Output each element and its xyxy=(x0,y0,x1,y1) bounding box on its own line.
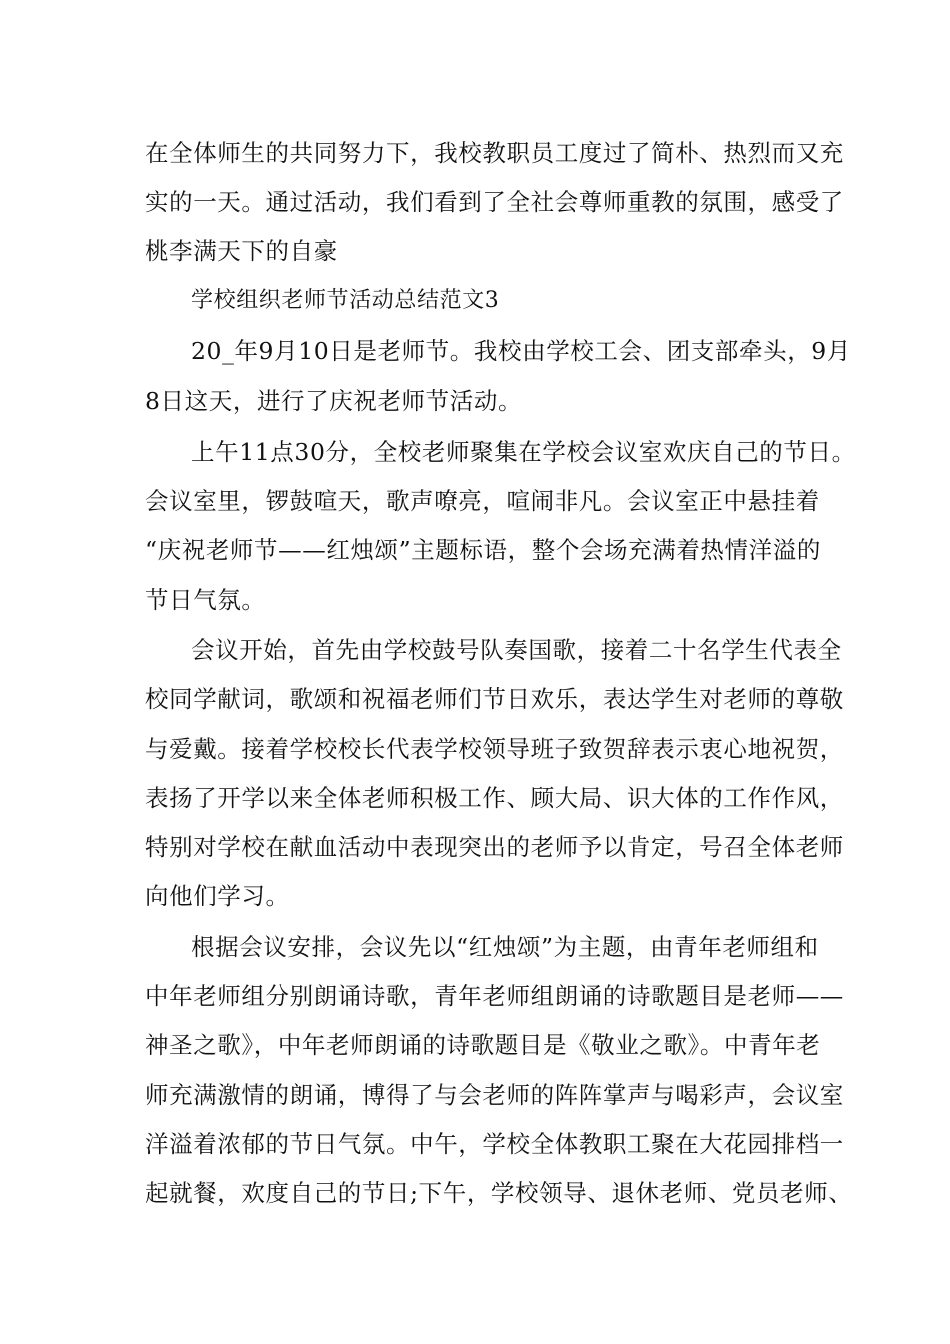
paragraph-line: 上午11点30分，全校老师聚集在学校会议室欢庆自己的节日。 xyxy=(191,438,856,466)
paragraph-line: 与爱戴。接着学校校长代表学校领导班子致贺辞表示衷心地祝贺， xyxy=(145,735,844,763)
paragraph-line: 洋溢着浓郁的节日气氛。中午，学校全体教职工聚在大花园排档一 xyxy=(145,1130,844,1158)
paragraph-line: 中年老师组分别朗诵诗歌，青年老师组朗诵的诗歌题目是老师—— xyxy=(145,982,844,1010)
paragraph-line: 在全体师生的共同努力下，我校教职员工度过了简朴、热烈而又充 xyxy=(145,139,844,167)
paragraph-line: 起就餐，欢度自己的节日;下午，学校领导、退休老师、党员老师、 xyxy=(145,1179,853,1207)
section-heading: 学校组织老师节活动总结范文3 xyxy=(191,288,500,313)
paragraph-line: 神圣之歌》，中年老师朗诵的诗歌题目是《敬业之歌》。中青年老 xyxy=(145,1031,821,1059)
paragraph-line: 8日这天，进行了庆祝老师节活动。 xyxy=(145,387,523,415)
paragraph-line: 校同学献词，歌颂和祝福老师们节日欢乐，表达学生对老师的尊敬 xyxy=(145,685,844,713)
paragraph-line: 实的一天。通过活动，我们看到了全社会尊师重教的氛围，感受了 xyxy=(145,188,844,216)
paragraph-line: 表扬了开学以来全体老师积极工作、顾大局、识大体的工作作风， xyxy=(145,784,844,812)
paragraph-line: 20_年9月10日是老师节。我校由学校工会、团支部牵头，9月 xyxy=(191,337,851,365)
paragraph-line: “庆祝老师节——红烛颂”主题标语，整个会场充满着热情洋溢的 xyxy=(145,536,821,564)
paragraph-line: 向他们学习。 xyxy=(145,882,290,910)
paragraph-line: 根据会议安排，会议先以“红烛颂”为主题，由青年老师组和 xyxy=(191,933,819,961)
paragraph-line: 特别对学校在献血活动中表现突出的老师予以肯定，号召全体老师 xyxy=(145,833,844,861)
paragraph-line: 会议开始，首先由学校鼓号队奏国歌，接着二十名学生代表全 xyxy=(191,636,842,664)
paragraph-line: 师充满激情的朗诵，博得了与会老师的阵阵掌声与喝彩声，会议室 xyxy=(145,1081,844,1109)
paragraph-line: 节日气氛。 xyxy=(145,586,266,614)
paragraph-line: 会议室里，锣鼓喧天，歌声嘹亮，喧闹非凡。会议室正中悬挂着 xyxy=(145,487,820,515)
paragraph-line: 桃李满天下的自豪 xyxy=(145,237,338,265)
